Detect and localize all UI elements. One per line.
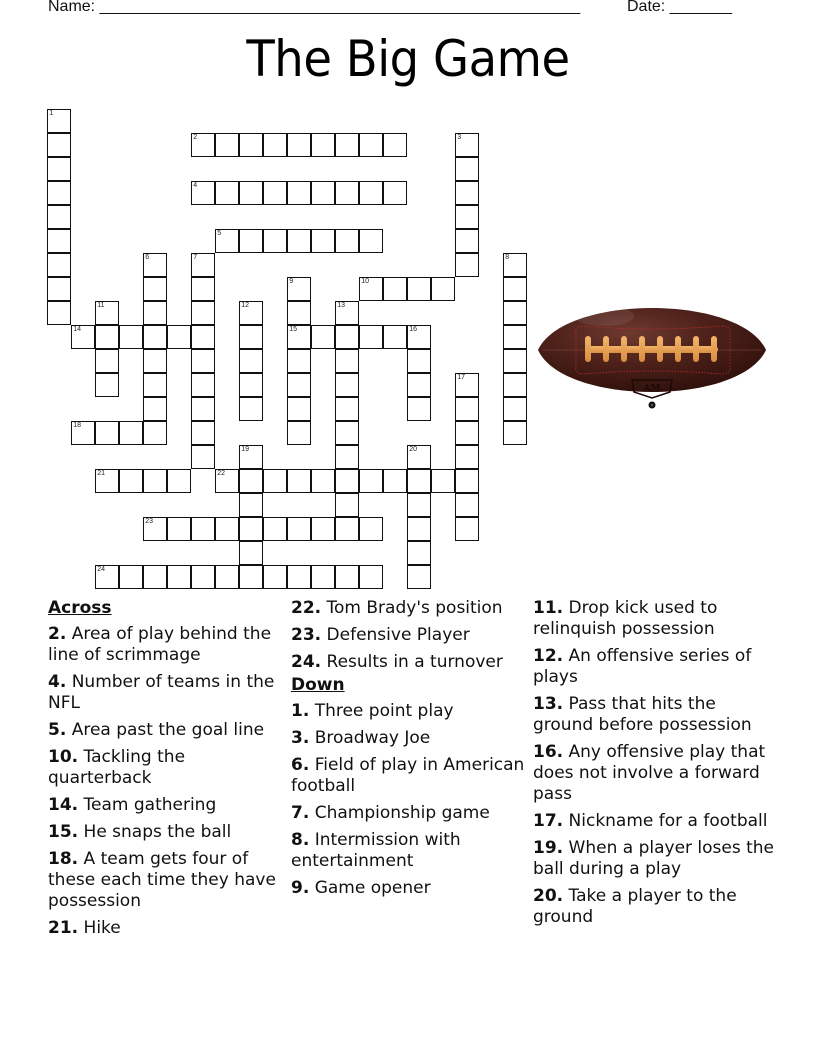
clue-across-5: 5. Area past the goal line [48, 720, 265, 740]
grid-cell[interactable] [191, 565, 215, 589]
grid-cell[interactable] [167, 469, 191, 493]
clue-number: 15 [289, 326, 298, 334]
clue-number: 10 [361, 278, 370, 286]
grid-cell[interactable] [335, 133, 359, 157]
grid-cell[interactable] [239, 349, 263, 373]
grid-cell[interactable] [167, 517, 191, 541]
grid-cell[interactable] [287, 421, 311, 445]
page-title: The Big Game [246, 30, 570, 88]
grid-cell[interactable] [239, 541, 263, 565]
grid-cell[interactable] [335, 493, 359, 517]
grid-cell[interactable] [95, 301, 119, 325]
grid-cell[interactable] [335, 373, 359, 397]
grid-cell[interactable] [47, 157, 71, 181]
grid-cell[interactable] [95, 349, 119, 373]
name-field-label: Name: ______________________________________________________ [48, 0, 581, 15]
grid-cell[interactable] [383, 277, 407, 301]
grid-cell[interactable] [455, 493, 479, 517]
grid-cell[interactable] [407, 565, 431, 589]
grid-cell[interactable] [191, 445, 215, 469]
grid-cell[interactable] [143, 301, 167, 325]
clue-down-17: 17. Nickname for a football [533, 811, 768, 831]
grid-cell[interactable] [215, 229, 239, 253]
grid-cell[interactable] [503, 325, 527, 349]
grid-cell[interactable] [239, 229, 263, 253]
grid-cell[interactable] [143, 349, 167, 373]
clue-number: 14 [73, 326, 82, 334]
grid-cell[interactable] [71, 325, 95, 349]
grid-cell[interactable] [335, 349, 359, 373]
clue-across-23: 23. Defensive Player [291, 625, 470, 645]
grid-cell[interactable] [311, 469, 335, 493]
grid-cell[interactable] [287, 301, 311, 325]
grid-cell[interactable] [191, 325, 215, 349]
grid-cell[interactable] [503, 349, 527, 373]
grid-cell[interactable] [239, 565, 263, 589]
grid-cell[interactable] [287, 517, 311, 541]
grid-cell[interactable] [407, 493, 431, 517]
grid-cell[interactable] [311, 565, 335, 589]
grid-cell[interactable] [359, 517, 383, 541]
grid-cell[interactable] [503, 301, 527, 325]
grid-cell[interactable] [143, 565, 167, 589]
grid-cell[interactable] [455, 517, 479, 541]
grid-cell[interactable] [119, 565, 143, 589]
grid-cell[interactable] [503, 397, 527, 421]
grid-cell[interactable] [191, 301, 215, 325]
ball-badge: AM [643, 384, 661, 394]
clue-number: 20 [409, 446, 418, 454]
grid-cell[interactable] [95, 373, 119, 397]
grid-cell[interactable] [287, 565, 311, 589]
grid-cell[interactable] [431, 277, 455, 301]
grid-cell[interactable] [143, 277, 167, 301]
grid-cell[interactable] [143, 325, 167, 349]
clue-across-4: 4. Number of teams in the NFL [48, 672, 275, 713]
grid-cell[interactable] [359, 229, 383, 253]
clue-across-21: 21. Hike [48, 918, 121, 938]
grid-cell[interactable] [335, 229, 359, 253]
grid-cell[interactable] [455, 397, 479, 421]
grid-cell[interactable] [119, 469, 143, 493]
grid-cell[interactable] [455, 205, 479, 229]
grid-cell[interactable] [407, 349, 431, 373]
grid-cell[interactable] [239, 517, 263, 541]
grid-cell[interactable] [359, 325, 383, 349]
clue-across-18: 18. A team gets four of these each time they have possession [48, 849, 276, 911]
grid-cell[interactable] [383, 469, 407, 493]
clue-across-10: 10. Tackling the quarterback [48, 747, 186, 788]
clue-down-11: 11. Drop kick used to relinquish possession [533, 598, 718, 639]
grid-cell[interactable] [311, 229, 335, 253]
grid-cell[interactable] [335, 301, 359, 325]
grid-cell[interactable] [335, 421, 359, 445]
clue-across-2: 2. Area of play behind the line of scrimmage [48, 624, 272, 665]
grid-cell[interactable] [47, 109, 71, 133]
grid-cell[interactable] [191, 253, 215, 277]
grid-cell[interactable] [191, 133, 215, 157]
grid-cell[interactable] [239, 181, 263, 205]
grid-cell[interactable] [239, 397, 263, 421]
clue-number: 2 [193, 134, 198, 142]
clue-down-13: 13. Pass that hits the ground before possession [533, 694, 752, 735]
grid-cell[interactable] [335, 445, 359, 469]
grid-cell[interactable] [191, 277, 215, 301]
grid-cell[interactable] [359, 181, 383, 205]
grid-cell[interactable] [47, 205, 71, 229]
clue-number: 17 [457, 374, 466, 382]
grid-cell[interactable] [383, 181, 407, 205]
clue-number: 16 [409, 326, 418, 334]
grid-cell[interactable] [455, 133, 479, 157]
grid-cell[interactable] [311, 517, 335, 541]
grid-cell[interactable] [191, 373, 215, 397]
grid-cell[interactable] [455, 181, 479, 205]
clue-number: 18 [73, 422, 82, 430]
grid-cell[interactable] [359, 469, 383, 493]
grid-cell[interactable] [215, 469, 239, 493]
grid-cell[interactable] [263, 469, 287, 493]
grid-cell[interactable] [407, 277, 431, 301]
grid-cell[interactable] [503, 253, 527, 277]
clue-number: 5 [217, 230, 222, 238]
grid-cell[interactable] [287, 349, 311, 373]
clue-down-12: 12. An offensive series of plays [533, 646, 752, 687]
grid-cell[interactable] [143, 517, 167, 541]
grid-cell[interactable] [359, 133, 383, 157]
clue-number: 7 [193, 254, 198, 262]
grid-cell[interactable] [95, 325, 119, 349]
grid-cell[interactable] [215, 133, 239, 157]
grid-cell[interactable] [407, 541, 431, 565]
grid-cell[interactable] [239, 325, 263, 349]
grid-cell[interactable] [335, 325, 359, 349]
grid-cell[interactable] [287, 181, 311, 205]
grid-cell[interactable] [239, 373, 263, 397]
clue-down-9: 9. Game opener [291, 878, 431, 898]
grid-cell[interactable] [407, 397, 431, 421]
grid-cell[interactable] [335, 469, 359, 493]
crossword-grid [48, 110, 552, 600]
grid-cell[interactable] [263, 229, 287, 253]
grid-cell[interactable] [143, 421, 167, 445]
down-heading: Down [291, 675, 345, 695]
grid-cell[interactable] [287, 397, 311, 421]
grid-cell[interactable] [47, 133, 71, 157]
grid-cell[interactable] [359, 565, 383, 589]
grid-cell[interactable] [191, 397, 215, 421]
grid-cell[interactable] [335, 565, 359, 589]
grid-cell[interactable] [239, 133, 263, 157]
clue-down-1: 1. Three point play [291, 701, 454, 721]
clue-number: 22 [217, 470, 226, 478]
grid-cell[interactable] [143, 397, 167, 421]
grid-cell[interactable] [335, 181, 359, 205]
grid-cell[interactable] [287, 229, 311, 253]
grid-cell[interactable] [407, 469, 431, 493]
grid-cell[interactable] [191, 421, 215, 445]
clue-number: 24 [97, 566, 106, 574]
grid-cell[interactable] [383, 133, 407, 157]
clues-column-2 [291, 598, 531, 905]
grid-cell[interactable] [311, 133, 335, 157]
grid-cell[interactable] [407, 517, 431, 541]
grid-cell[interactable] [311, 181, 335, 205]
grid-cell[interactable] [503, 373, 527, 397]
grid-cell[interactable] [455, 253, 479, 277]
clue-number: 19 [241, 446, 250, 454]
grid-cell[interactable] [143, 373, 167, 397]
grid-cell[interactable] [311, 325, 335, 349]
grid-cell[interactable] [287, 373, 311, 397]
grid-cell[interactable] [143, 253, 167, 277]
grid-cell[interactable] [239, 445, 263, 469]
grid-cell[interactable] [71, 421, 95, 445]
grid-cell[interactable] [455, 421, 479, 445]
grid-cell[interactable] [95, 469, 119, 493]
clue-number: 11 [97, 302, 105, 310]
grid-cell[interactable] [263, 565, 287, 589]
grid-cell[interactable] [215, 181, 239, 205]
football-icon [534, 286, 770, 414]
clue-across-14: 14. Team gathering [48, 795, 217, 815]
grid-cell[interactable] [263, 181, 287, 205]
clue-down-20: 20. Take a player to the ground [533, 886, 737, 927]
clues-column-3 [533, 598, 778, 934]
grid-cell[interactable] [359, 277, 383, 301]
grid-cell[interactable] [263, 133, 287, 157]
grid-cell[interactable] [287, 133, 311, 157]
clue-down-19: 19. When a player loses the ball during a play [533, 838, 775, 879]
grid-cell[interactable] [455, 445, 479, 469]
clue-number: 1 [49, 110, 54, 118]
grid-cell[interactable] [143, 469, 167, 493]
grid-cell[interactable] [167, 565, 191, 589]
grid-cell[interactable] [47, 301, 71, 325]
grid-cell[interactable] [263, 517, 287, 541]
grid-cell[interactable] [503, 421, 527, 445]
grid-cell[interactable] [47, 277, 71, 301]
grid-cell[interactable] [503, 277, 527, 301]
clue-across-24: 24. Results in a turnover [291, 652, 503, 672]
grid-cell[interactable] [383, 325, 407, 349]
clue-number: 8 [505, 254, 510, 262]
clue-down-16: 16. Any offensive play that does not involve a forward pass [533, 742, 766, 804]
clue-number: 13 [337, 302, 346, 310]
grid-cell[interactable] [335, 517, 359, 541]
clue-number: 23 [145, 518, 154, 526]
grid-cell[interactable] [287, 277, 311, 301]
grid-cell[interactable] [287, 325, 311, 349]
grid-cell[interactable] [95, 565, 119, 589]
clue-number: 9 [289, 278, 294, 286]
clue-down-3: 3. Broadway Joe [291, 728, 431, 748]
grid-cell[interactable] [407, 445, 431, 469]
grid-cell[interactable] [47, 229, 71, 253]
grid-cell[interactable] [215, 517, 239, 541]
grid-cell[interactable] [95, 421, 119, 445]
clues-column-1 [48, 598, 288, 945]
grid-cell[interactable] [47, 253, 71, 277]
grid-cell[interactable] [119, 325, 143, 349]
clue-across-15: 15. He snaps the ball [48, 822, 232, 842]
grid-cell[interactable] [455, 373, 479, 397]
grid-cell[interactable] [239, 493, 263, 517]
date-field-label: Date: _______ [627, 0, 732, 15]
grid-cell[interactable] [215, 565, 239, 589]
clue-down-7: 7. Championship game [291, 803, 490, 823]
clue-number: 6 [145, 254, 150, 262]
grid-cell[interactable] [191, 349, 215, 373]
grid-cell[interactable] [119, 421, 143, 445]
grid-cell[interactable] [191, 517, 215, 541]
grid-cell[interactable] [455, 469, 479, 493]
grid-cell[interactable] [239, 469, 263, 493]
grid-cell[interactable] [455, 229, 479, 253]
grid-cell[interactable] [407, 373, 431, 397]
clue-down-6: 6. Field of play in American football [291, 755, 525, 796]
grid-cell[interactable] [47, 181, 71, 205]
grid-cell[interactable] [455, 157, 479, 181]
grid-cell[interactable] [335, 397, 359, 421]
clue-number: 3 [457, 134, 462, 142]
grid-cell[interactable] [167, 325, 191, 349]
grid-cell[interactable] [239, 301, 263, 325]
clue-number: 12 [241, 302, 250, 310]
across-heading: Across [48, 598, 112, 618]
clue-number: 4 [193, 182, 198, 190]
grid-cell[interactable] [407, 325, 431, 349]
grid-cell[interactable] [287, 469, 311, 493]
grid-cell[interactable] [191, 181, 215, 205]
clue-number: 21 [97, 470, 106, 478]
clue-down-8: 8. Intermission with entertainment [291, 830, 461, 871]
clue-across-22: 22. Tom Brady's position [291, 598, 503, 618]
grid-cell[interactable] [431, 469, 455, 493]
